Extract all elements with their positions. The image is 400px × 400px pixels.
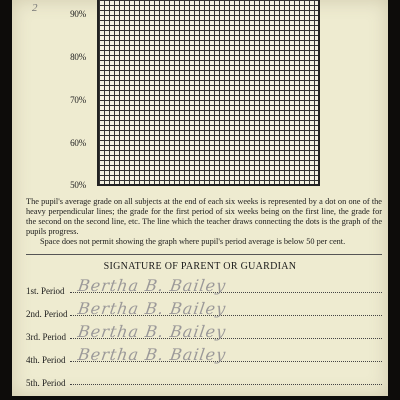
signature-heading: SIGNATURE OF PARENT OR GUARDIAN bbox=[103, 261, 297, 272]
corner-mark: 2 bbox=[32, 2, 38, 14]
period-row-5 bbox=[26, 372, 382, 388]
y-label-90: 90% bbox=[70, 9, 86, 19]
period-row-4 bbox=[26, 345, 382, 365]
period-label: 5th. Period bbox=[26, 378, 66, 388]
period-row-1 bbox=[26, 276, 382, 296]
period-label: 4th. Period bbox=[26, 355, 66, 365]
progress-graph bbox=[12, 0, 388, 190]
handwritten-signature: Bertha B. Bailey bbox=[76, 345, 228, 364]
explanation-paragraph: The pupil's average grade on all subjects at the end of each six weeks is represented by a dot on one of the heavy perpendicular lines; the grade for the first period of six weeks being on the first line, the grade for the second on the second line, etc. The line which the teacher draws connecting the dots is the graph of the pupils progress. bbox=[26, 197, 382, 237]
y-label-60: 60% bbox=[70, 138, 86, 148]
handwritten-signature: Bertha B. Bailey bbox=[76, 322, 228, 341]
period-label: 1st. Period bbox=[26, 286, 65, 296]
graph-grid bbox=[97, 0, 320, 186]
graph-explanation bbox=[26, 197, 382, 247]
signature-line bbox=[70, 384, 382, 385]
y-label-80: 80% bbox=[70, 52, 86, 62]
period-label: 2nd. Period bbox=[26, 309, 68, 319]
period-row-2 bbox=[26, 299, 382, 319]
handwritten-signature: Bertha B. Bailey bbox=[76, 276, 228, 295]
section-divider bbox=[26, 254, 382, 255]
report-card bbox=[12, 0, 388, 396]
y-label-70: 70% bbox=[70, 95, 86, 105]
explanation-note: Space does not permit showing the graph where pupil's period average is below 50 per cent. bbox=[40, 237, 346, 247]
period-label: 3rd. Period bbox=[26, 332, 66, 342]
period-row-3 bbox=[26, 322, 382, 342]
handwritten-signature: Bertha B. Bailey bbox=[76, 299, 228, 318]
y-label-50: 50% bbox=[70, 180, 86, 190]
